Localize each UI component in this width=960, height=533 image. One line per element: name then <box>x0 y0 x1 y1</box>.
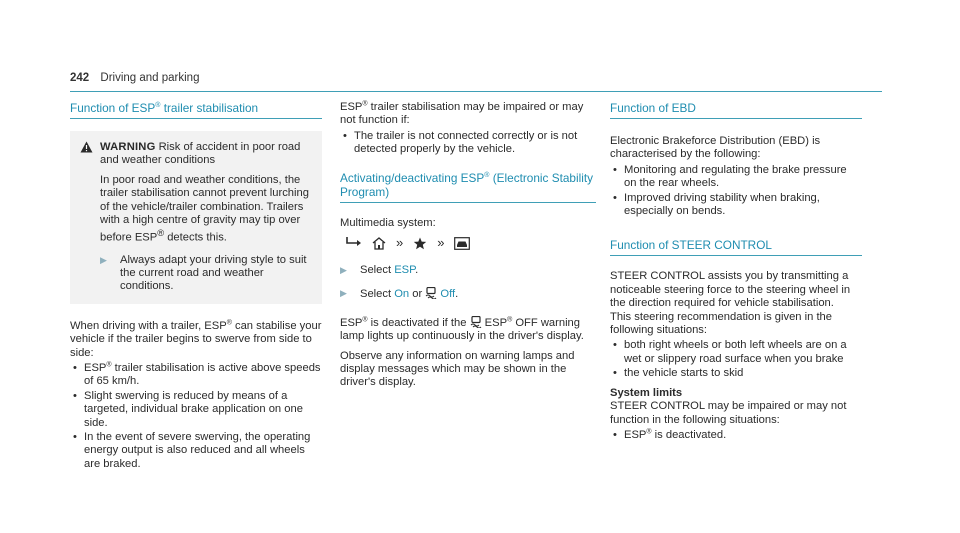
option-off[interactable]: Off <box>440 288 456 301</box>
list-item: • both right wheels or both left wheels are on a wet or slippery road surface when you brake <box>610 339 862 366</box>
menu-item-esp[interactable]: ESP <box>394 264 416 277</box>
list-item: • The trailer is not connected correctly or is not detected properly by the vehicle. <box>340 130 596 157</box>
favourite-star-icon <box>413 237 427 250</box>
section-title-ebd: Function of EBD <box>610 101 862 119</box>
option-on[interactable]: On <box>394 288 410 301</box>
page-number: 242 <box>70 72 90 84</box>
trailer-bullet-list <box>70 362 322 471</box>
chevron-right-icon: » <box>437 235 445 251</box>
warning-triangle-icon <box>80 141 94 168</box>
path-start-arrow-icon <box>346 237 362 249</box>
action-arrow-icon: ▶ <box>340 265 347 276</box>
list-item: • Slight swerving is reduced by means of a targeted, individual brake application on one side. <box>70 390 322 430</box>
column-esp-activation <box>340 101 596 390</box>
steer-text: STEER CONTROL assists you by transmitting a noticeable steering force to the steering wheel in the direction required for vehicle stabilisation. <box>610 270 851 310</box>
warning-body: In poor road and weather conditions, the trailer stabilisation cannot prevent lurching of the vehicle/trailer combination. Trailers with a high centre of gravity may tip over before ESP® detects this. <box>100 173 309 245</box>
esp-off-icon <box>425 287 437 299</box>
section-title-steer-control: Function of STEER CONTROL <box>610 238 862 256</box>
limits-intro: ESP® trailer stabilisation may be impaired or may not function if: <box>340 100 584 127</box>
home-icon <box>372 237 386 250</box>
system-limits-heading: System limits <box>610 386 683 399</box>
steer-text-situations: This steering recommendation is given in the following situations: <box>610 310 832 337</box>
column-ebd-steer <box>610 101 862 443</box>
esp-off-icon <box>470 316 482 328</box>
deactivated-info: ESP® is deactivated if the ESP® OFF warning lamp lights up continuously in the driver's display. <box>340 316 584 343</box>
page-header <box>70 72 199 85</box>
section-title-esp-activation: Activating/deactivating ESP® (Electronic Stability Program) <box>340 171 596 203</box>
limits-bullet-list <box>340 130 596 157</box>
ebd-text: Electronic Brakeforce Distribution (EBD) is characterised by the following: <box>610 135 821 161</box>
multimedia-label: Multimedia system: <box>340 216 436 229</box>
action-arrow-icon: ▶ <box>340 288 347 299</box>
warning-action: ▶ Always adapt your driving style to suit the current road and weather conditions. <box>100 253 307 293</box>
header-divider <box>70 91 882 92</box>
trailer-intro: When driving with a trailer, ESP® can stabilise your vehicle if the trailer begins to swerve from side to side: <box>70 319 322 359</box>
steer-bullet-list <box>610 339 862 380</box>
list-item: • In the event of severe swerving, the operating energy output is also reduced and all wheels are braked. <box>70 431 322 471</box>
observe-info: Observe any information on warning lamps and display messages which may be shown in the driver's display. <box>340 349 575 389</box>
list-item: • ESP® trailer stabilisation is active above speeds of 65 km/h. <box>70 362 322 389</box>
ebd-bullet-list <box>610 164 862 219</box>
action-arrow-icon: ▶ <box>100 254 107 265</box>
system-limits-text: STEER CONTROL may be impaired or may not function in the following situations: <box>610 400 847 426</box>
step-select-esp: ▶ Select ESP. <box>340 264 419 277</box>
chapter-title: Driving and parking <box>100 72 200 84</box>
list-item: • the vehicle starts to skid <box>610 367 862 380</box>
vehicle-icon <box>454 237 470 250</box>
list-item: • ESP® is deactivated. <box>610 429 862 442</box>
list-item: • Monitoring and regulating the brake pressure on the rear wheels. <box>610 164 862 191</box>
chevron-right-icon: » <box>396 235 404 251</box>
limits-bullet-list <box>610 429 862 442</box>
warning-heading: WARNING Risk of accident in poor road and weather conditions <box>100 141 301 167</box>
column-esp-trailer <box>70 101 322 472</box>
list-item: • Improved driving stability when braking, especially on bends. <box>610 192 862 219</box>
warning-box <box>70 131 322 304</box>
menu-path <box>346 234 596 252</box>
section-title-esp-trailer: Function of ESP® trailer stabilisation <box>70 101 322 119</box>
step-select-on-off: ▶ Select On or Off. <box>340 288 459 301</box>
